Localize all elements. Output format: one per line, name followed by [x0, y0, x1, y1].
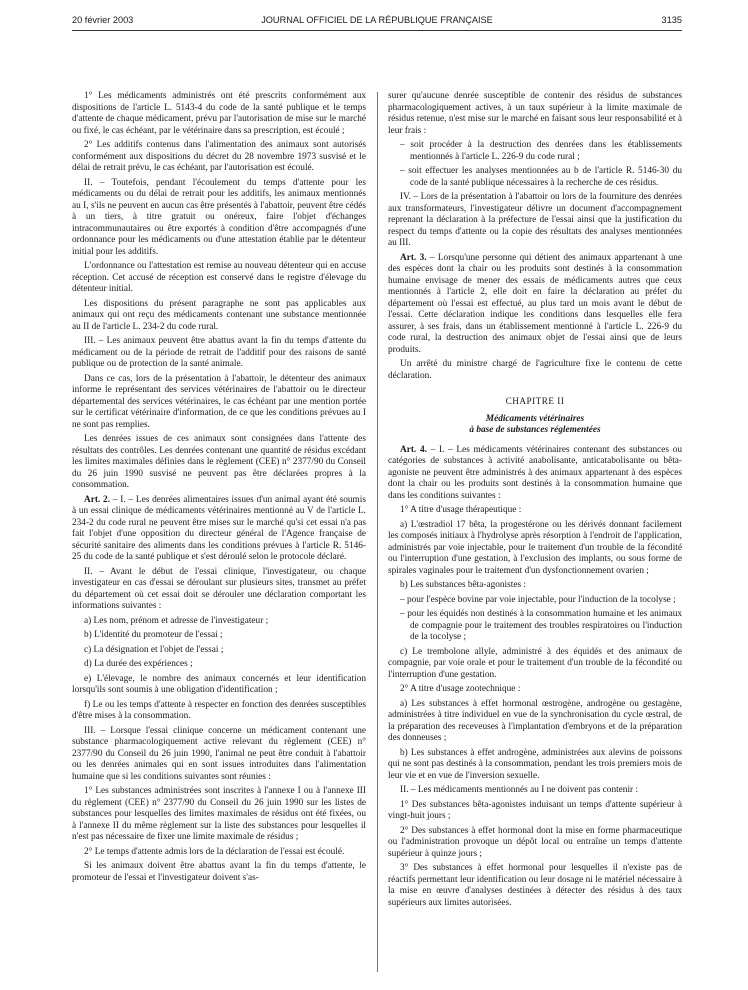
- paragraph-text: CHAPITRE II: [505, 396, 565, 406]
- right-column: [388, 91, 682, 912]
- paragraph-text: II. – Avant le début de l'essai clinique, l'investigateur, ou chaque investigateur en cas d'essai se déroulant sur plusieurs sites, transmet au préfet du département où cet essai doit se dérouler une déclaration comportant les informations suivantes :: [72, 566, 366, 611]
- paragraph: [388, 609, 682, 644]
- paragraph-text: – Lorsqu'une personne qui détient des animaux appartenant à une des espèces dont la chair ou les produits sont destinés à la consommation humaine envisage de mener des essais de médicaments autres que ceux mentionnés à l'article 2, elle doit en faire la déclaration au préfet du département où l'essai est effectué, au plus tard un mois avant le début de l'essai. Cette déclaration indique les conditions dans lesquelles elle fera assurer, à ses frais, dans un établissement mentionné à l'article L. 226-9 du code rural, la destruction des animaux objet de l'essai ainsi que de leurs produits.: [388, 252, 682, 355]
- paragraph: [72, 630, 366, 642]
- paragraph-text: 3° Des substances à effet hormonal pour lesquelles il n'existe pas de réactifs permettant leur identification ou leur dosage ni le matériel nécessaire à la mise en œuvre d'analyses destinées à détecter des résidus à des taux supérieurs aux limites autorisées.: [388, 863, 682, 908]
- paragraph: [388, 826, 682, 861]
- paragraph: [388, 580, 682, 592]
- paragraph: [72, 374, 366, 432]
- paragraph: [388, 520, 682, 578]
- paragraph-text: Si les animaux doivent être abattus avant la fin du temps d'attente, le promoteur de l'essai et l'investigateur doivent s'as-: [72, 861, 366, 883]
- paragraph-text: 1° A titre d'usage thérapeutique :: [400, 505, 522, 515]
- paragraph: [388, 192, 682, 250]
- paragraph-text: surer qu'aucune denrée susceptible de contenir des résidus de substances pharmacologiquement actives, à un taux supérieur à la limite maximale de résidus retenue, n'est mise sur le marché en faisant sous leur responsabilité et à leur frais :: [388, 91, 682, 136]
- paragraph-text: d) La durée des expériences ;: [84, 659, 193, 669]
- paragraph-text: II. – Les médicaments mentionnés au I ne doivent pas contenir :: [400, 785, 639, 795]
- paragraph: [72, 261, 366, 296]
- paragraph: [72, 786, 366, 844]
- paragraph: [72, 861, 366, 884]
- paragraph-text: Un arrêté du ministre chargé de l'agriculture fixe le contenu de cette déclaration.: [388, 359, 682, 381]
- article-number: Art. 3.: [400, 252, 427, 263]
- paragraph-text: f) Le ou les temps d'attente à respecter en fonction des denrées susceptibles d'être mises à la consommation.: [72, 699, 366, 721]
- paragraph: [72, 726, 366, 784]
- paragraph-text: – pour l'espèce bovine par voie injectable, pour l'induction de la tocolyse ;: [400, 594, 676, 605]
- paragraph: [388, 647, 682, 682]
- paragraph: [388, 253, 682, 357]
- paragraph-text: Dans ce cas, lors de la présentation à l'abattoir, le détenteur des animaux informe le représentant des services vétérinaires de l'abattoir ou le directeur départemental des services vétérinaires, le cas échéant par une mention portée sur le certificat vétérinaire d'information, de ce que les conditions prévues au I ne sont pas remplies.: [72, 373, 366, 430]
- paragraph-text: a) Les substances à effet hormonal œstrogène, androgène ou gestagène, administrées à titre individuel en vue de la synchronisation du cycle œstral, de la préparation des receveuses à l'implantation d'embryons et de la préparation des donneuses ;: [388, 698, 682, 743]
- paragraph: [388, 800, 682, 823]
- paragraph: [388, 140, 682, 163]
- paragraph: [72, 659, 366, 671]
- paragraph: [388, 445, 682, 503]
- paragraph-text: – soit procéder à la destruction des denrées dans les établissements mentionnés à l'article L. 226-9 du code rural ;: [400, 140, 682, 162]
- paragraph-text: Les dispositions du présent paragraphe ne sont pas applicables aux animaux qui ont reçu des médicaments contenant une substance mentionnée au II de l'article L. 234-2 du code rural.: [72, 298, 366, 332]
- paragraph-text: Les denrées issues de ces animaux sont consignées dans l'attente des résultats des contrôles. Les denrées contenant une quantité de résidus excédant les limites maximales définies dans le règlement (CEE) n° 2377/90 du Conseil du 26 juin 1990 susvisé ne peuvent pas être déclarées propres à la consommation.: [72, 434, 366, 490]
- paragraph: [388, 684, 682, 696]
- paragraph: [388, 414, 682, 426]
- paragraph: [388, 425, 682, 437]
- paragraph-text: 2° Des substances à effet hormonal dont la mise en forme pharmaceutique ou l'administration provoque un dépôt local ou entraîne un temps d'attente supérieur à quinze jours ;: [388, 825, 682, 859]
- paragraph: [72, 434, 366, 492]
- paragraph: [388, 595, 682, 607]
- header-rule: [72, 30, 682, 31]
- paragraph: [72, 674, 366, 697]
- paragraph-text: a) Les nom, prénom et adresse de l'investigateur ;: [84, 615, 269, 626]
- header-journal-title: JOURNAL OFFICIEL DE LA RÉPUBLIQUE FRANÇAISE: [261, 15, 493, 25]
- paragraph-text: – I. – Les médicaments vétérinaires contenant des substances ou catégories de substances à activité anabolisante, anticatabolisante ou bêta-agoniste ne peuvent être administrés à des animaux appartenant à des espèces dont la chair ou les produits sont destinés à la consommation humaine que dans les conditions suivantes :: [388, 444, 682, 501]
- paragraph-text: L'ordonnance ou l'attestation est remise au nouveau détenteur qui en accuse réception. Cet accusé de réception est conservé dans le registre d'élevage du détenteur initial.: [72, 261, 366, 294]
- paragraph-text: b) Les substances à effet androgène, administrées aux alevins de poissons qui ne sont pas destinés à la consommation, pendant les trois premiers mois de leur vie et en vue de l'inversion sexuelle.: [388, 747, 682, 781]
- paragraph-text: e) L'élevage, le nombre des animaux concernés et leur identification lorsqu'ils sont soumis à une obligation d'identification ;: [72, 673, 366, 695]
- paragraph-text: 1° Des substances bêta-agonistes induisant un temps d'attente supérieur à vingt-huit jours ;: [388, 799, 682, 821]
- article-number: Art. 2.: [84, 494, 111, 505]
- paragraph-text: a) L'œstradiol 17 bêta, la progestérone ou les dérivés donnant facilement les composés initiaux à l'hydrolyse après résorption à l'endroit de l'application, administrés par voie injectable, pour le traitement d'un trouble de la fécondité ou l'interruption d'une gestation, à l'exclusion des implants, ou sous forme de spirales vaginales pour le traitement d'un dysfonctionnement ovarien ;: [388, 519, 682, 576]
- paragraph-text: – pour les équidés non destinés à la consommation humaine et les animaux de compagnie pour le traitement des troubles respiratoires ou l'induction de la tocolyse ;: [400, 609, 682, 642]
- paragraph-text: c) Le trembolone allyle, administré à des équidés et des animaux de compagnie, par voie orale et pour le traitement d'un trouble de la fécondité ou l'interruption d'une gestation.: [388, 646, 682, 680]
- paragraph: [72, 616, 366, 628]
- column-divider: [377, 92, 378, 972]
- paragraph: [388, 166, 682, 189]
- paragraph: [72, 567, 366, 613]
- paragraph-text: à base de substances réglementées: [469, 425, 601, 435]
- paragraph: [72, 140, 366, 175]
- paragraph: [72, 178, 366, 259]
- paragraph: [72, 847, 366, 859]
- article-number: Art. 4.: [400, 444, 427, 455]
- paragraph: [388, 699, 682, 745]
- paragraph-text: 1° Les substances administrées sont inscrites à l'annexe I ou à l'annexe III du règlement (CEE) n° 2377/90 du Conseil du 26 juin 1990 sur les listes de substances pour lesquelles des limites maximales de résidus ont été fixées, ou à l'annexe II du même règlement sur la liste des substances pour lesquelles il n'est pas nécessaire de fixer une limite maximale de résidus ;: [72, 786, 366, 842]
- paragraph-text: b) Les substances bêta-agonistes :: [400, 580, 526, 590]
- paragraph-text: 2° A titre d'usage zootechnique :: [400, 684, 521, 694]
- left-column: [72, 91, 366, 887]
- paragraph-text: IV. – Lors de la présentation à l'abattoir ou lors de la fourniture des denrées aux transformateurs, l'investigateur délivre un document d'accompagnement reprenant la déclaration à la préfecture de l'essai ainsi que la justification du respect du temps d'attente ou la copie des résultats des analyses mentionnées au III.: [388, 192, 682, 248]
- paragraph: [72, 91, 366, 137]
- paragraph: [388, 863, 682, 909]
- header-date: 20 février 2003: [72, 15, 134, 25]
- paragraph-text: 1° Les médicaments administrés ont été prescrits conformément aux dispositions de l'article L. 5143-4 du code de la santé publique et le temps d'attente de chaque médicament, prévu par l'autorisation de mise sur le marché ou fixé, le cas échéant, par le vétérinaire dans sa prescription, est écoulé ;: [72, 91, 366, 136]
- paragraph-text: 2° Les additifs contenus dans l'alimentation des animaux sont autorisés conformément aux dispositions du décret du 28 novembre 1973 susvisé et le délai de retrait prévu, le cas échéant, par l'autorisation est écoulé.: [72, 140, 366, 173]
- paragraph: [388, 505, 682, 517]
- paragraph: [72, 299, 366, 334]
- paragraph-text: – soit effectuer les analyses mentionnées au b de l'article R. 5146-30 du code de la santé publique nécessaires à la recherche de ces résidus.: [400, 166, 682, 188]
- page-header: [72, 15, 682, 29]
- paragraph: [388, 785, 682, 797]
- paragraph: [388, 359, 682, 382]
- paragraph-text: b) L'identité du promoteur de l'essai ;: [84, 630, 223, 640]
- paragraph-text: II. – Toutefois, pendant l'écoulement du temps d'attente pour les médicaments ou du délai de retrait pour les additifs, les animaux mentionnés au I, s'ils ne peuvent en aucun cas être présentés à l'abattoir, peuvent être cédés à un tiers, à titre gratuit ou onéreux, faire l'objet d'échanges intracommunautaires ou être exportés à condition d'être accompagnés d'une ordonnance pour les médicaments ou d'une attestation établie par le détenteur initial pour les additifs.: [72, 177, 366, 257]
- paragraph-text: Médicaments vétérinaires: [485, 413, 585, 424]
- paragraph: [388, 91, 682, 137]
- paragraph: [388, 396, 682, 408]
- paragraph: [388, 748, 682, 783]
- paragraph: [72, 700, 366, 723]
- paragraph-text: – I. – Les denrées alimentaires issues d'un animal ayant été soumis à un essai clinique de médicaments vétérinaires mentionné au V de l'article L. 234-2 du code rural ne peuvent être mises sur le marché qu'si cet essai n'a pas fait l'objet d'une opposition du directeur général de l'Agence française de sécurité sanitaire des aliments dans les conditions prévues à l'article R. 5146-25 du code de la santé publique et s'est déroulé selon le protocole déclaré.: [72, 494, 366, 562]
- paragraph-text: III. – Lorsque l'essai clinique concerne un médicament contenant une substance pharmacologiquement active relevant du règlement (CEE) n° 2377/90 du Conseil du 26 juin 1990, l'animal ne peut être conduit à l'abattoir ou les denrées animales qui en sont issues introduites dans l'alimentation humaine que si les conditions suivantes sont réunies :: [72, 725, 366, 782]
- paragraph-text: III. – Les animaux peuvent être abattus avant la fin du temps d'attente du médicament ou de la période de retrait de l'additif pour des raisons de santé publique ou de protection de la santé animale.: [72, 336, 366, 369]
- paragraph-text: c) La désignation et l'objet de l'essai ;: [84, 644, 224, 655]
- paragraph-text: 2° Le temps d'attente admis lors de la déclaration de l'essai est écoulé.: [84, 846, 345, 857]
- paragraph: [72, 645, 366, 657]
- paragraph: [72, 336, 366, 371]
- header-page-number: 3135: [661, 15, 682, 25]
- paragraph: [72, 495, 366, 564]
